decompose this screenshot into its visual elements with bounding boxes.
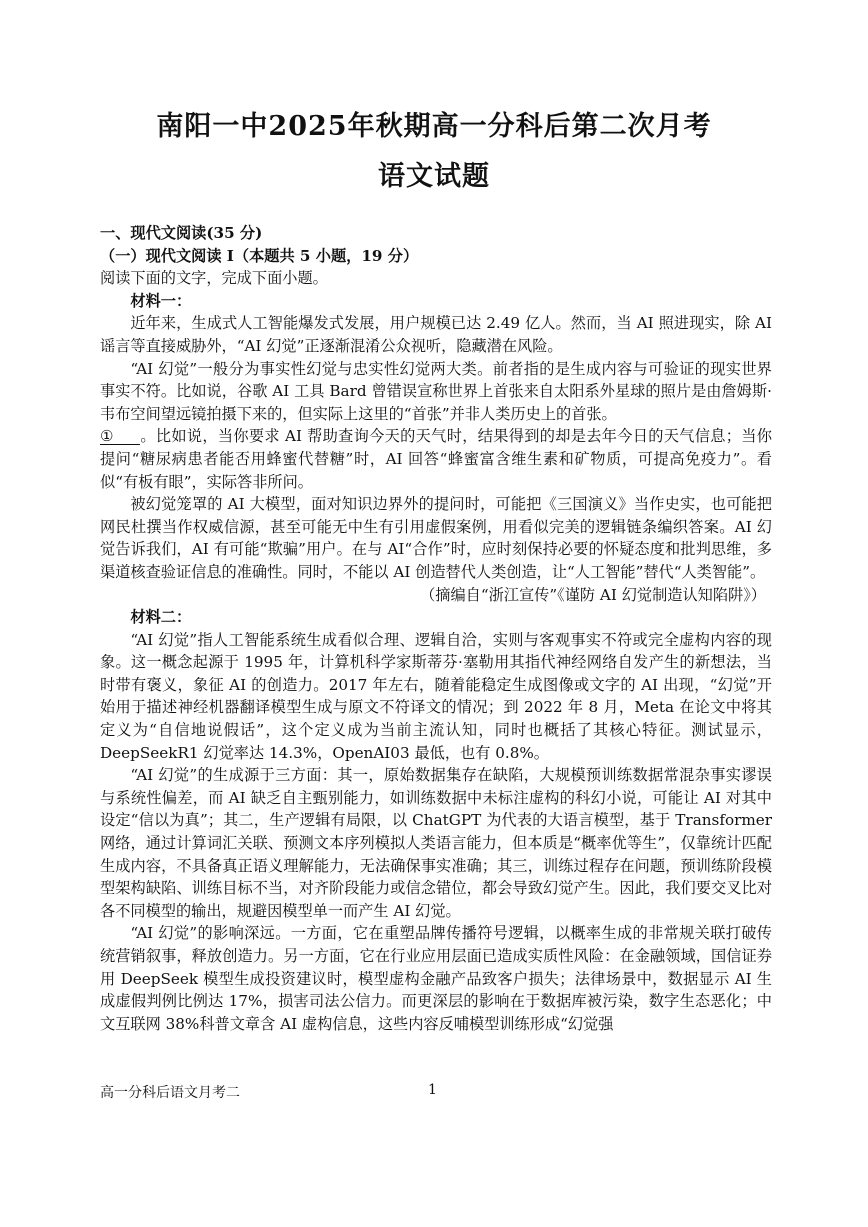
material1-paragraph-2: “AI 幻觉”一般分为事实性幻觉与忠实性幻觉两大类。前者指的是生成内容与可验证的现实世界事实不符。比如说，谷歌 AI 工具 Bard 曾错误宣称世界上首张来自太阳系外星球的照片是由詹姆斯·韦布空间望远镜拍摄下来的，但实际上这里的“首张”并非人类历史上的首张。 [100,359,772,423]
material2-paragraph-3: “AI 幻觉”的影响深远。一方面，它在重塑品牌传播符号逻辑，以概率生成的非常规关联打破传统营销叙事，释放创造力。另一方面，它在行业应用层面已造成实质性风险：在金融领域，国信证券用 DeepSeek 模型生成投资建议时，模型虚构金融产品致客户损失；法律场景中，数据显示 AI 生成虚假判例比例达 17%，损害司法公信力。而更深层的影响在于数据库被污染，数字生态恶化；中文互联网 38%科普文章含 AI 虚构信息，这些内容反哺模型训练形成“幻觉强 [100,924,772,1033]
material2-label: 材料二： [130,608,192,627]
section-heading: 一、现代文阅读(35 分) [100,224,263,242]
fill-blank-1[interactable]: ① [100,428,140,445]
material1-paragraph-3 [100,425,772,493]
exam-title: 南阳一中2025年秋期高一分科后第二次月考 [156,111,712,142]
material1-label: 材料一： [130,291,192,310]
sub-section-heading: （一）现代文阅读 I（本题共 5 小题，19 分） [100,246,419,265]
material1-paragraph-4: 被幻觉笼罩的 AI 大模型，面对知识边界外的提问时，可能把《三国演义》当作史实，也可能把网民杜撰当作权威信源，甚至可能无中生有引用虚假案例，用看似完美的逻辑链条编织答案。AI 幻觉告诉我们，AI 有可能“欺骗”用户。在与 AI“合作”时，应时刻保持必要的怀疑态度和批判思维，多渠道核查验证信息的准确性。同时，不能以 AI 创造替代人类创造，让“人工智能”替代“人类智能”。 [100,495,772,581]
page-number: 1 [428,1082,437,1098]
exam-subject-title: 语文试题 [378,161,490,192]
footer-exam-name: 高一分科后语文月考二 [100,1085,240,1101]
material1-source: （摘编自“浙江宣传”《谨防 AI 幻觉制造认知陷阱》） [420,585,766,604]
material1-paragraph-3-text: 。比如说，当你要求 AI 帮助查询今天的天气时，结果得到的却是去年今日的天气信息；当你提问“糖尿病患者能否用蜂蜜代替糖”时，AI 回答“蜂蜜富含维生素和矿物质，可提高免疫力”。看似“有板有眼”，实际答非所问。 [100,427,772,491]
material2-paragraph-2: “AI 幻觉”的生成源于三方面：其一，原始数据集存在缺陷，大规模预训练数据常混杂事实谬误与系统性偏差，而 AI 缺乏自主甄别能力，如训练数据中未标注虚构的科幻小说，可能让 AI 对其中设定“信以为真”；其二，生产逻辑有局限，以 ChatGPT 为代表的大语言模型，基于 Transformer 网络，通过计算词汇关联、预测文本序列模拟人类语言能力，但本质是“概率优等生”，仅靠统计匹配生成内容，不具备真正语义理解能力，无法确保事实准确；其三，训练过程存在问题，预训练阶段模型架构缺陷、训练目标不当，对齐阶段能力或信念错位，都会导致幻觉产生。因此，我们要交叉比对各不同模型的输出，规避因模型单一而产生 AI 幻觉。 [100,766,772,920]
material2-paragraph-1: “AI 幻觉”指人工智能系统生成看似合理、逻辑自洽，实则与客观事实不符或完全虚构内容的现象。这一概念起源于 1995 年，计算机科学家斯蒂芬·塞勒用其指代神经网络自发产生的新想法，当时带有褒义，象征 AI 的创造力。2017 年左右，随着能稳定生成图像或文字的 AI 出现，“幻觉”开始用于描述神经机器翻译模型生成与原文不符译文的情况；到 2022 年 8 月，Meta 在论文中将其定义为“自信地说假话”，这个定义成为当前主流认知，同时也概括了其核心特征。测试显示，DeepSeekR1 幻觉率达 14.3%，OpenAI03 最低，也有 0.8%。 [100,630,772,762]
exam-body [100,222,772,1035]
reading-instruction: 阅读下面的文字，完成下面小题。 [100,269,328,288]
material1-paragraph-1: 近年来，生成式人工智能爆发式发展，用户规模已达 2.49 亿人。然而，当 AI 照进现实，除 AI 谣言等直接威胁外，“AI 幻觉”正逐渐混淆公众视听，隐藏潜在风险。 [100,314,772,355]
